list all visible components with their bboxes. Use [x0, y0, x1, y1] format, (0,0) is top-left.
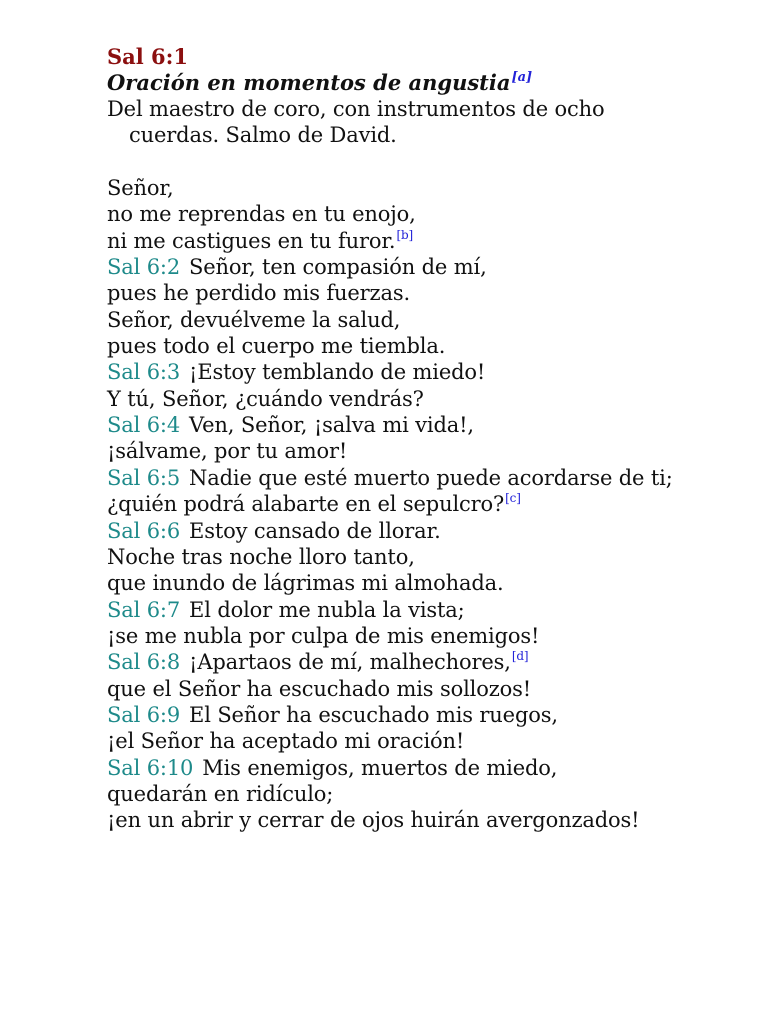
footnote-link[interactable]: [d]	[511, 649, 529, 664]
verse-number: Sal 6:3	[107, 360, 181, 385]
verse-number: Sal 6:7	[107, 597, 181, 622]
verse-line	[107, 544, 748, 570]
verse-line	[107, 254, 748, 280]
verse-text: ¡en un abrir y cerrar de ojos huirán avergonzados!	[107, 808, 640, 833]
verse-line	[107, 386, 748, 412]
section-heading	[107, 70, 748, 96]
verse-text: Nadie que esté muerto puede acordarse de ti;	[189, 465, 673, 490]
verse-text: Señor, ten compasión de mí,	[189, 255, 487, 280]
verse-text: que inundo de lágrimas mi almohada.	[107, 571, 504, 596]
verse-text: ¡se me nubla por culpa de mis enemigos!	[107, 623, 540, 648]
verse-line	[107, 228, 748, 254]
verse-text: quedarán en ridículo;	[107, 781, 334, 806]
verse-line	[107, 702, 748, 728]
verse-line	[107, 755, 748, 781]
verse-line	[107, 438, 748, 464]
verse-line	[107, 280, 748, 306]
verse-number: Sal 6:8	[107, 650, 181, 675]
verse-line	[107, 465, 748, 491]
verse-text: Señor, devuélveme la salud,	[107, 307, 401, 332]
footnote-link[interactable]: [b]	[396, 227, 414, 242]
verse-text: que el Señor ha escuchado mis sollozos!	[107, 676, 532, 701]
verse-text: ¡Estoy temblando de miedo!	[189, 360, 486, 385]
verse-line	[107, 781, 748, 807]
section-heading-text: Oración en momentos de angustia	[107, 70, 511, 95]
verse-text: ¡el Señor ha aceptado mi oración!	[107, 729, 465, 754]
verse-line	[107, 676, 748, 702]
psalm-content	[107, 44, 748, 834]
verse-text: Señor,	[107, 176, 174, 201]
verse-line	[107, 491, 748, 517]
verse-text: ¡sálvame, por tu amor!	[107, 439, 348, 464]
verse-text: Mis enemigos, muertos de miedo,	[202, 755, 558, 780]
verse-line	[107, 728, 748, 754]
verse-text: no me reprendas en tu enojo,	[107, 202, 416, 227]
verse-line	[107, 359, 748, 385]
verse-line	[107, 307, 748, 333]
verse-number: Sal 6:6	[107, 518, 181, 543]
verse-line	[107, 201, 748, 227]
stanza-gap	[107, 149, 748, 175]
footnote-link[interactable]: [a]	[511, 70, 533, 85]
verse-line	[107, 807, 748, 833]
verse-line	[107, 333, 748, 359]
verse-line	[107, 570, 748, 596]
verse-number: Sal 6:4	[107, 413, 181, 438]
verse-line	[107, 175, 748, 201]
superscription-line: cuerdas. Salmo de David.	[129, 123, 397, 148]
verse-text: Y tú, Señor, ¿cuándo vendrás?	[107, 386, 424, 411]
verse-number: Sal 6:10	[107, 755, 194, 780]
verse-text: pues todo el cuerpo me tiembla.	[107, 334, 446, 359]
verse-text: ni me castigues en tu furor.	[107, 228, 396, 253]
verse-text: Estoy cansado de llorar.	[189, 518, 441, 543]
verse-number: Sal 6:5	[107, 465, 181, 490]
verse-text: El dolor me nubla la vista;	[189, 597, 465, 622]
verse-line	[107, 623, 748, 649]
verse-line	[107, 412, 748, 438]
passage-reference: Sal 6:1	[107, 44, 189, 69]
verse-text: ¡Apartaos de mí, malhechores,	[189, 650, 511, 675]
verse-text: pues he perdido mis fuerzas.	[107, 281, 410, 306]
verse-text: Ven, Señor, ¡salva mi vida!,	[189, 413, 474, 438]
verse-line	[107, 518, 748, 544]
verse-text: El Señor ha escuchado mis ruegos,	[189, 702, 558, 727]
verse-number: Sal 6:2	[107, 255, 181, 280]
superscription-line: Del maestro de coro, con instrumentos de ocho	[107, 97, 605, 121]
verse-line	[107, 597, 748, 623]
footnote-link[interactable]: [c]	[505, 491, 521, 506]
verse-line	[107, 649, 748, 675]
verse-lines	[107, 175, 748, 834]
verse-text: Noche tras noche lloro tanto,	[107, 544, 415, 569]
verse-text: ¿quién podrá alabarte en el sepulcro?	[107, 492, 505, 517]
verse-number: Sal 6:9	[107, 702, 181, 727]
